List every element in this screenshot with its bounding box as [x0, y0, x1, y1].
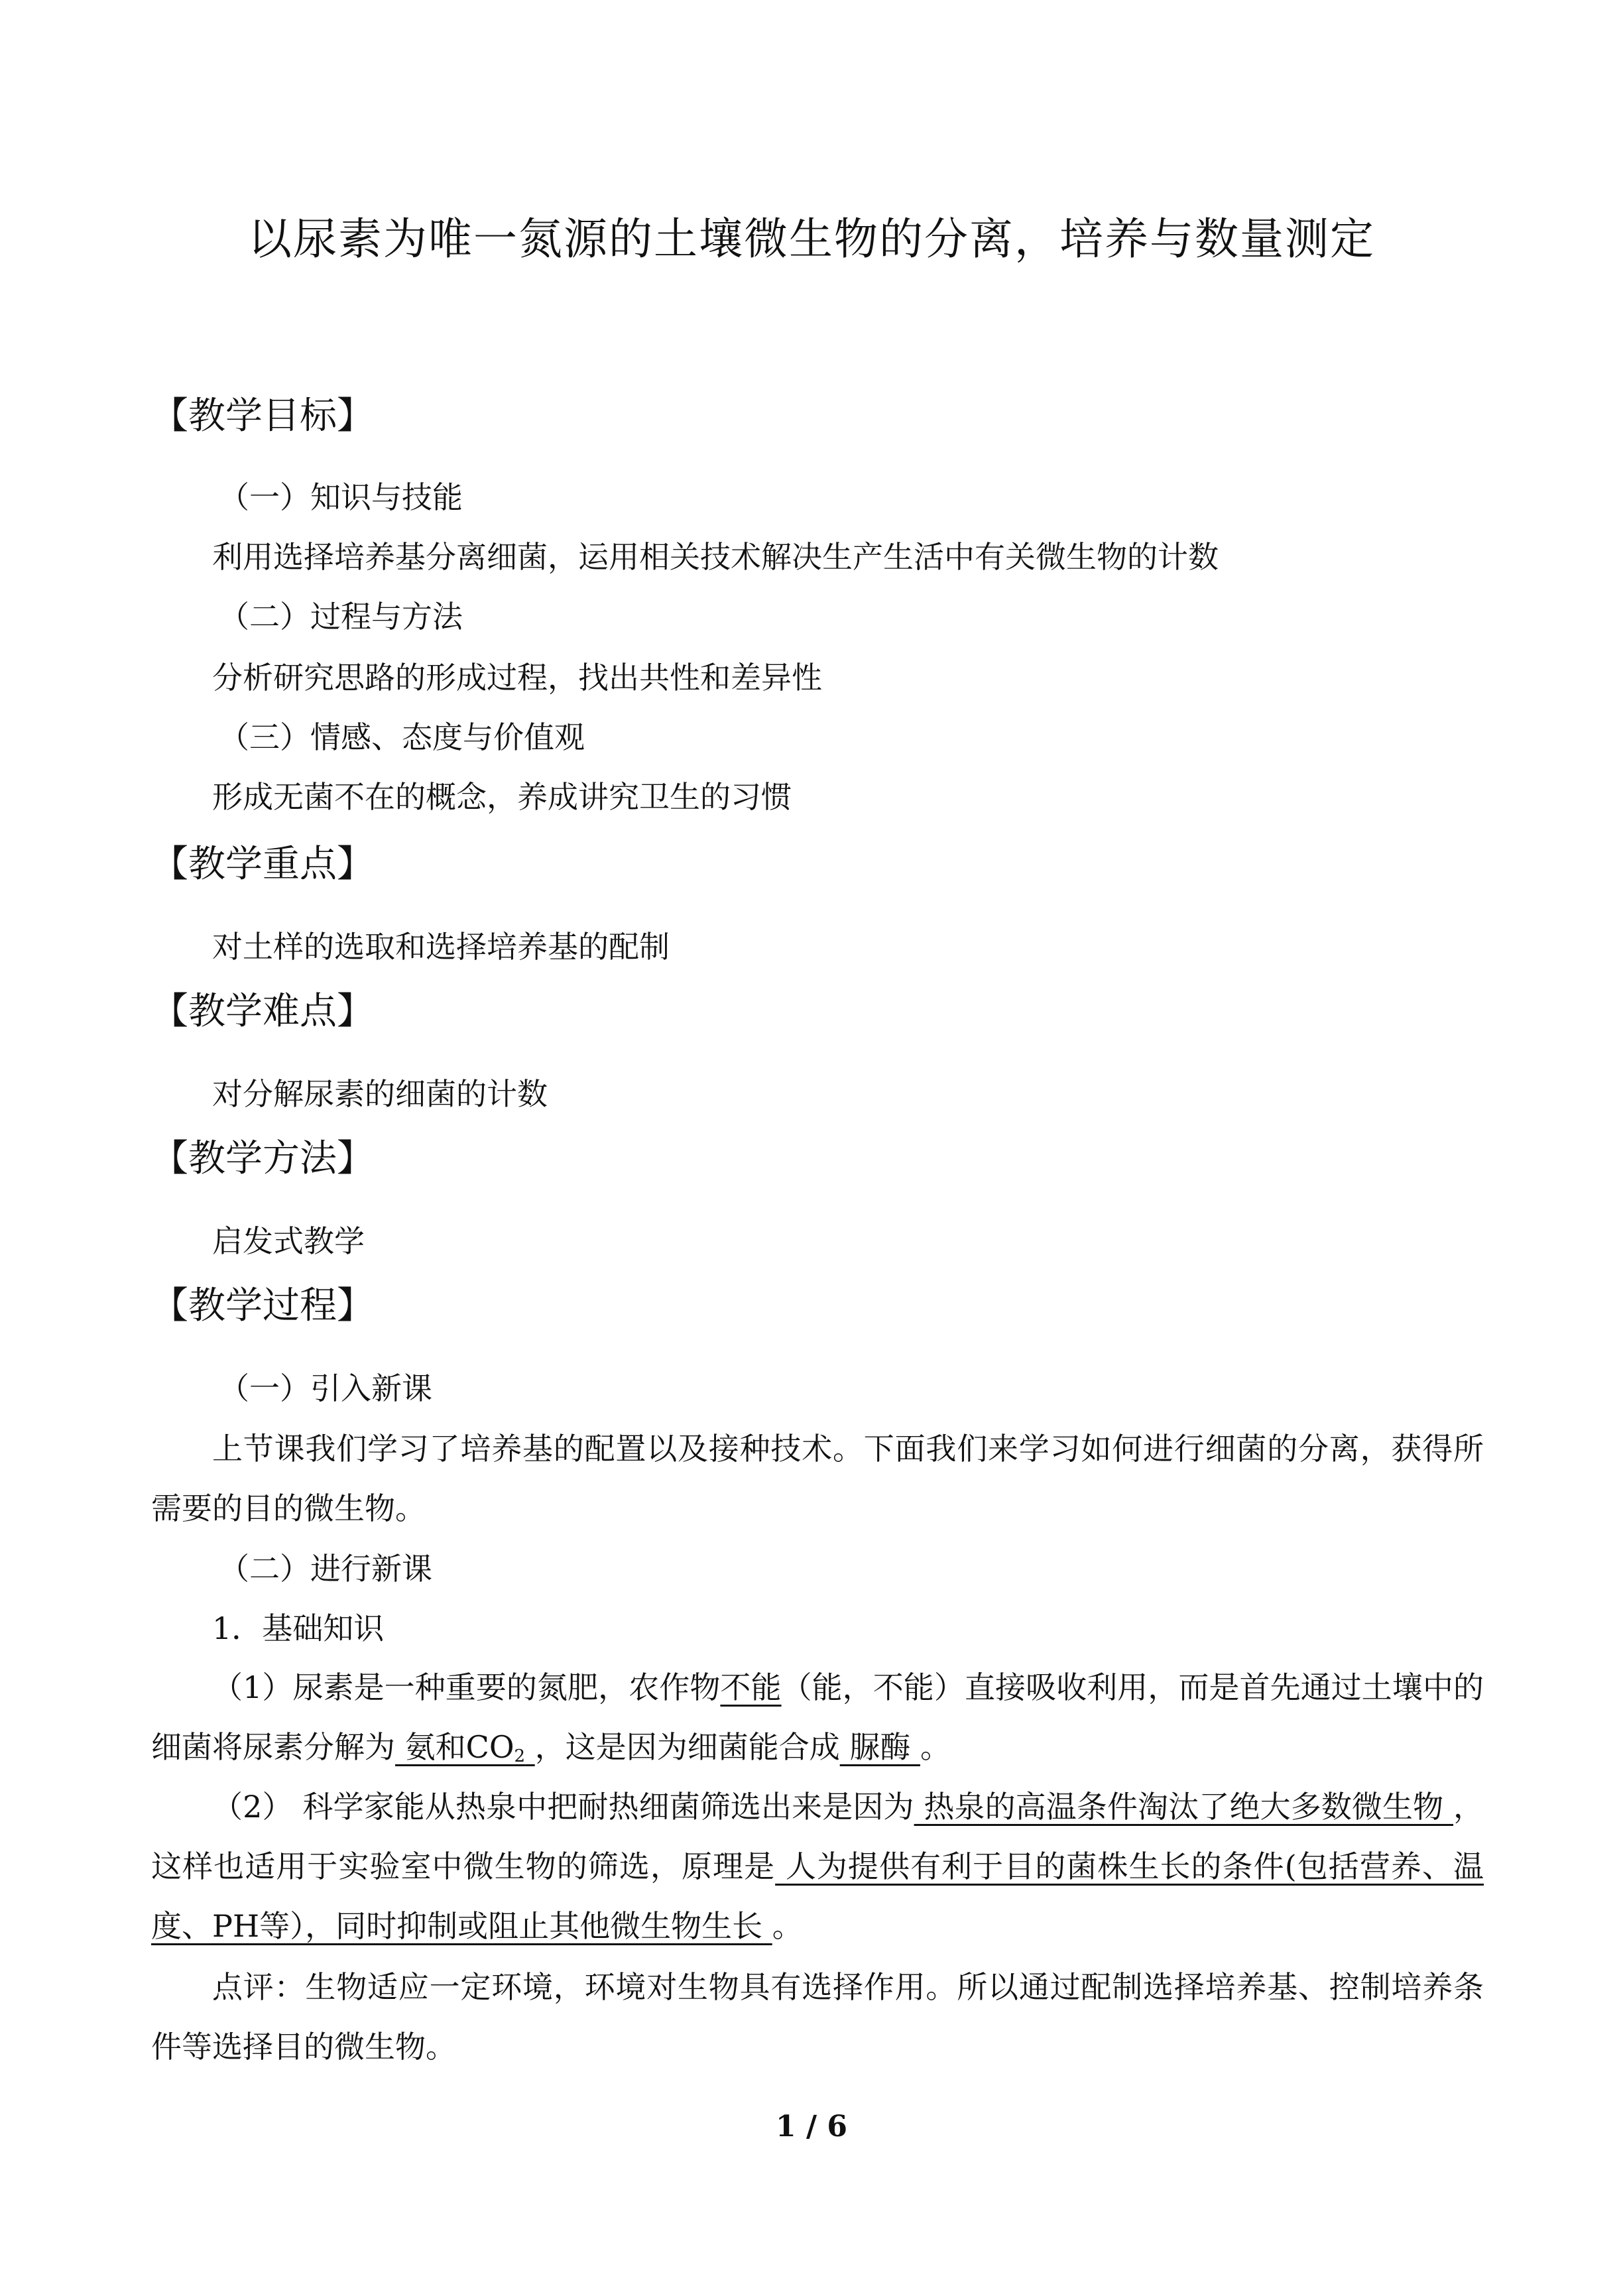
q2-answer-2: 人为提供有利于目的菌株生长的条件(包括营养、温度、PH等），同时抑制或阻止其他微生物生长 — [151, 1848, 1484, 1944]
comment-paragraph: 点评：生物适应一定环境，环境对生物具有选择作用。所以通过配制选择培养基、控制培养条件等选择目的微生物。 — [151, 1969, 1484, 2065]
methods-heading: 【教学方法】 — [151, 1137, 374, 1180]
q2-text-c: 。 — [772, 1908, 803, 1944]
objective-item: （三）情感、态度与价值观 — [219, 719, 585, 755]
q2-text-b: ，这样也适用于实验室中微生物的筛选，原理是 — [151, 1789, 1484, 1884]
question-1-paragraph — [151, 1658, 1484, 1786]
q1-answer-2: 氨和$CO_2$ — [395, 1729, 526, 1766]
basic-knowledge-label: 1．基础知识 — [212, 1610, 385, 1646]
question-2-paragraph — [151, 1777, 1484, 1956]
q2-answer-1: 热泉的高温条件淘汰了绝大多数微生物 — [914, 1789, 1454, 1825]
objective-item: （一）知识与技能 — [219, 479, 463, 515]
key-points-heading: 【教学重点】 — [151, 843, 374, 886]
process-heading: 【教学过程】 — [151, 1284, 374, 1327]
objective-item: 分析研究思路的形成过程，找出共性和差异性 — [212, 660, 822, 695]
difficulties-heading: 【教学难点】 — [151, 990, 374, 1033]
q1-answer-3: 脲酶 — [839, 1729, 920, 1765]
objectives-heading: 【教学目标】 — [151, 394, 374, 438]
new-lesson-label: （二）进行新课 — [219, 1551, 432, 1587]
key-points-text: 对土样的选取和选择培养基的配制 — [212, 929, 670, 965]
q1-answer-1: 不能 — [720, 1669, 782, 1705]
q1-text-b: （能，不能）直接吸收利用，而是首先通过土壤中的细菌将尿素分解为 — [151, 1669, 1484, 1765]
q1-text-c: ，这是因为细菌能合成 — [534, 1729, 840, 1765]
intro-paragraph: 上节课我们学习了培养基的配置以及接种技术。下面我们来学习如何进行细菌的分离，获得所需要的目的微生物。 — [151, 1431, 1484, 1526]
objective-item: 形成无菌不在的概念，养成讲究卫生的习惯 — [212, 779, 792, 815]
q1-text-a: （1）尿素是一种重要的氮肥，农作物 — [212, 1669, 721, 1705]
methods-text: 启发式教学 — [212, 1223, 365, 1259]
difficulties-text: 对分解尿素的细菌的计数 — [212, 1076, 548, 1112]
objective-item: 利用选择培养基分离细菌，运用相关技术解决生产生活中有关微生物的计数 — [212, 539, 1219, 575]
intro-label: （一）引入新课 — [219, 1370, 432, 1406]
page-number: 1 / 6 — [776, 2110, 847, 2144]
q1-text-d: 。 — [920, 1729, 951, 1765]
document-title: 以尿素为唯一氮源的土壤微生物的分离，培养与数量测定 — [248, 213, 1375, 265]
objective-item: （二）过程与方法 — [219, 599, 463, 634]
q2-text-a: （2） 科学家能从热泉中把耐热细菌筛选出来是因为 — [212, 1789, 914, 1825]
